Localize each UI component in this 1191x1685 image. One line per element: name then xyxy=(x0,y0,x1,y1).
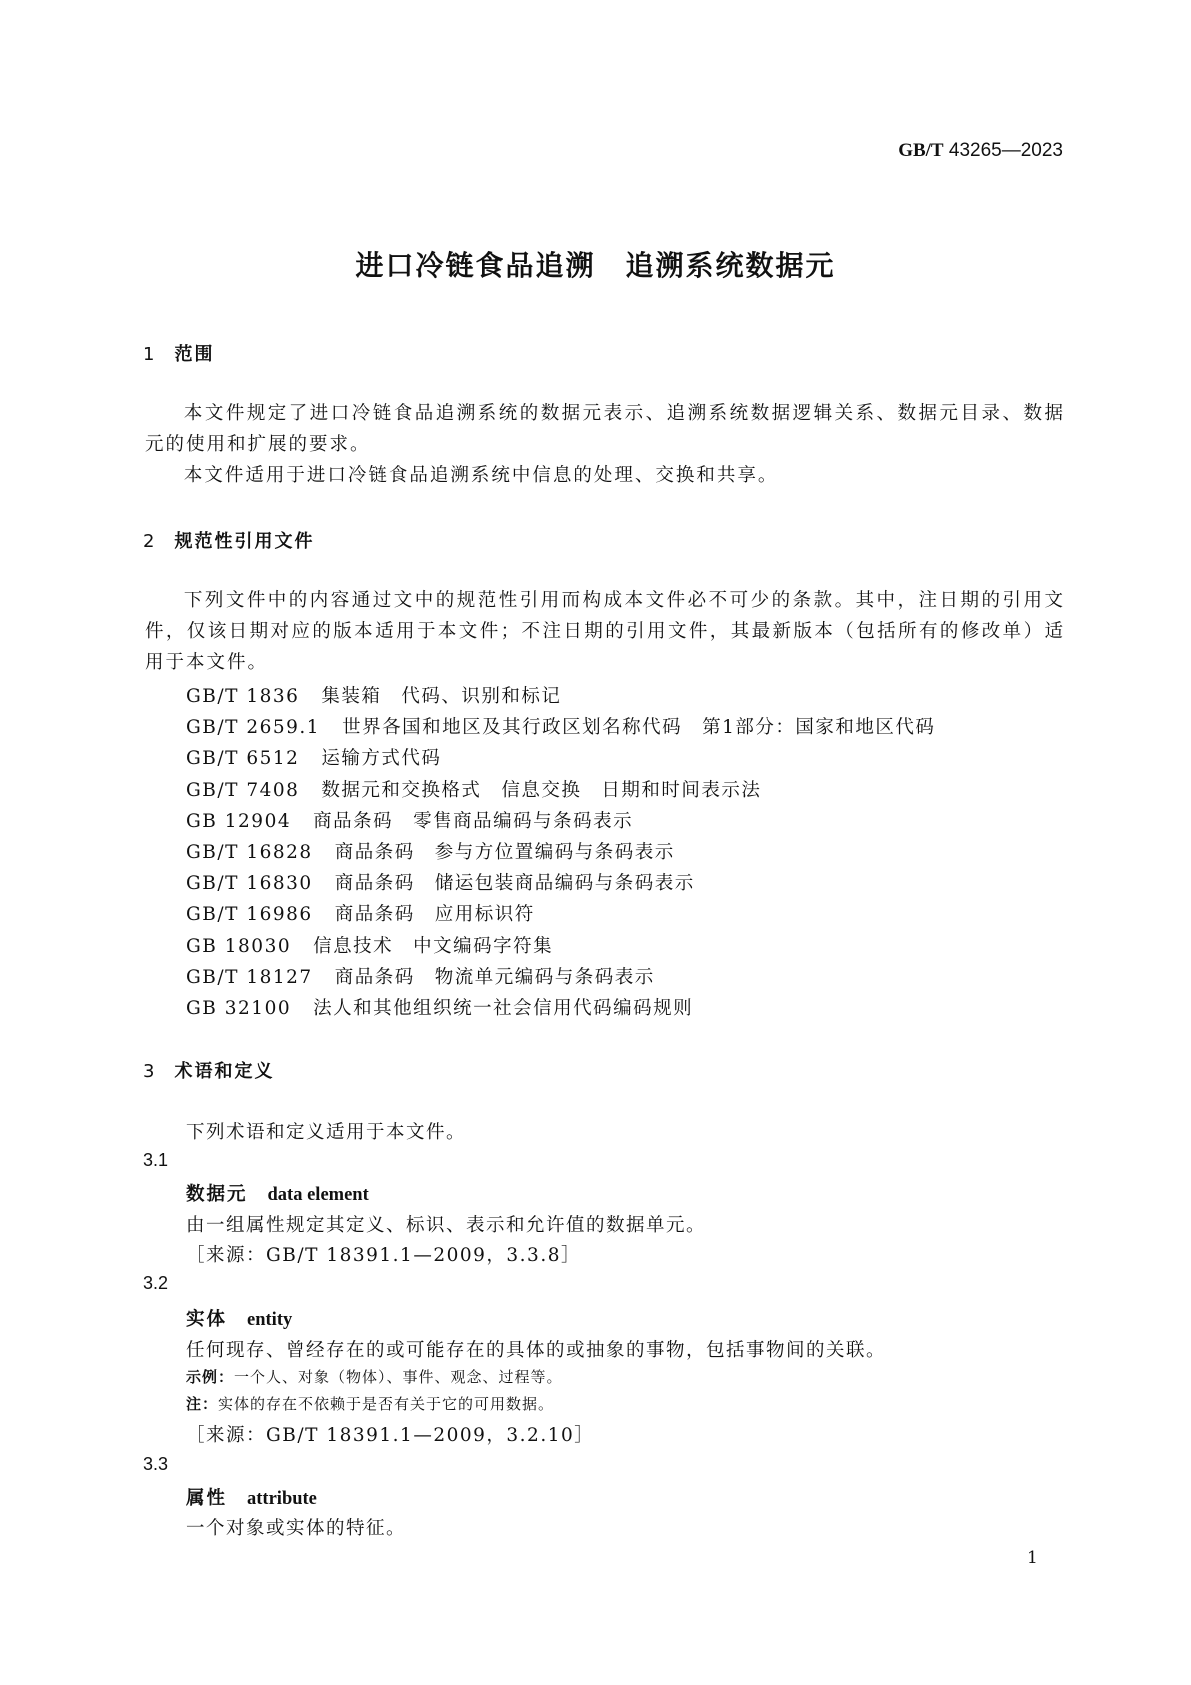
reference-item xyxy=(186,932,553,958)
reference-code: GB/T 16828 xyxy=(186,842,313,863)
reference-title: 商品条码 储运包装商品编码与条码表示 xyxy=(334,873,695,895)
scope-paragraph: 本文件适用于进口冷链食品追溯系统中信息的处理、交换和共享。 xyxy=(183,465,779,486)
term-heading: 数据元 data element xyxy=(186,1184,369,1205)
reference-code: GB/T 18127 xyxy=(186,966,313,988)
reference-code: GB/T 1836 xyxy=(186,686,300,707)
reference-item xyxy=(186,900,535,926)
reference-code: GB/T 6512 xyxy=(186,748,300,770)
reference-item xyxy=(186,838,675,864)
references-paragraph: 下列文件中的内容通过文中的规范性引用而构成本文件必不可少的条款。其中，注日期的引用文件，仅该日期对应的版本适用于本文件；不注日期的引用文件，其最新版本（包括所有的修改单）适用于本文件。 xyxy=(145,590,1065,673)
reference-code: GB 32100 xyxy=(186,998,292,1019)
reference-code: GB 12904 xyxy=(186,810,292,832)
reference-title: 运输方式代码 xyxy=(321,748,442,770)
term-definition: 任何现存、曾经存在的或可能存在的具体的或抽象的事物，包括事物间的关联。 xyxy=(186,1340,887,1361)
clause-number: 3.2 xyxy=(143,1273,169,1293)
reference-code: GB 18030 xyxy=(186,935,292,957)
reference-title: 世界各国和地区及其行政区划名称代码 第1部分：国家和地区代码 xyxy=(342,717,936,739)
reference-title: 信息技术 中文编码字符集 xyxy=(313,935,554,957)
term-heading: 实体 entity xyxy=(186,1309,293,1330)
reference-code: GB/T 7408 xyxy=(186,779,300,801)
reference-title: 法人和其他组织统一社会信用代码编码规则 xyxy=(313,998,694,1019)
reference-item xyxy=(186,994,693,1020)
term-source: ［来源：GB/T 18391.1—2009，3.2.10］ xyxy=(186,1425,595,1446)
reference-item xyxy=(186,744,441,770)
reference-title: 商品条码 应用标识符 xyxy=(334,904,535,926)
term-example: 示例：一个人、对象（物体）、事件、观念、过程等。 xyxy=(186,1368,563,1386)
section-heading-1: 1 范围 xyxy=(143,344,215,365)
term-source: ［来源：GB/T 18391.1—2009，3.3.8］ xyxy=(186,1245,581,1266)
reference-item xyxy=(186,869,695,895)
reference-title: 商品条码 参与方位置编码与条码表示 xyxy=(334,842,675,863)
term-note: 注：实体的存在不依赖于是否有关于它的可用数据。 xyxy=(186,1395,555,1413)
section-heading-2: 2 规范性引用文件 xyxy=(143,531,315,552)
reference-item xyxy=(186,807,633,833)
reference-code: GB/T 16830 xyxy=(186,873,313,895)
reference-title: 商品条码 零售商品编码与条码表示 xyxy=(313,810,634,832)
reference-code: GB/T 2659.1 xyxy=(186,717,321,739)
term-definition: 一个对象或实体的特征。 xyxy=(186,1518,407,1539)
scope-paragraph: 本文件规定了进口冷链食品追溯系统的数据元表示、追溯系统数据逻辑关系、数据元目录、数据元的使用和扩展的要求。 xyxy=(145,403,1065,455)
clause-number: 3.1 xyxy=(143,1150,169,1170)
standard-code: GB/T 43265—2023 xyxy=(898,140,1063,161)
section-heading-3: 3 术语和定义 xyxy=(143,1061,275,1082)
reference-item xyxy=(186,963,655,989)
page-number: 1 xyxy=(1027,1548,1038,1568)
reference-title: 集装箱 代码、识别和标记 xyxy=(321,686,562,707)
reference-item xyxy=(186,776,761,802)
reference-title: 数据元和交换格式 信息交换 日期和时间表示法 xyxy=(321,779,762,801)
document-title: 进口冷链食品追溯 追溯系统数据元 xyxy=(355,249,836,282)
term-definition: 由一组属性规定其定义、标识、表示和允许值的数据单元。 xyxy=(186,1215,707,1236)
terms-intro: 下列术语和定义适用于本文件。 xyxy=(186,1122,467,1143)
term-heading: 属性 attribute xyxy=(186,1488,317,1509)
clause-number: 3.3 xyxy=(143,1454,169,1474)
reference-item xyxy=(186,713,935,739)
reference-item xyxy=(186,682,561,708)
reference-title: 商品条码 物流单元编码与条码表示 xyxy=(334,966,655,988)
reference-code: GB/T 16986 xyxy=(186,904,313,926)
